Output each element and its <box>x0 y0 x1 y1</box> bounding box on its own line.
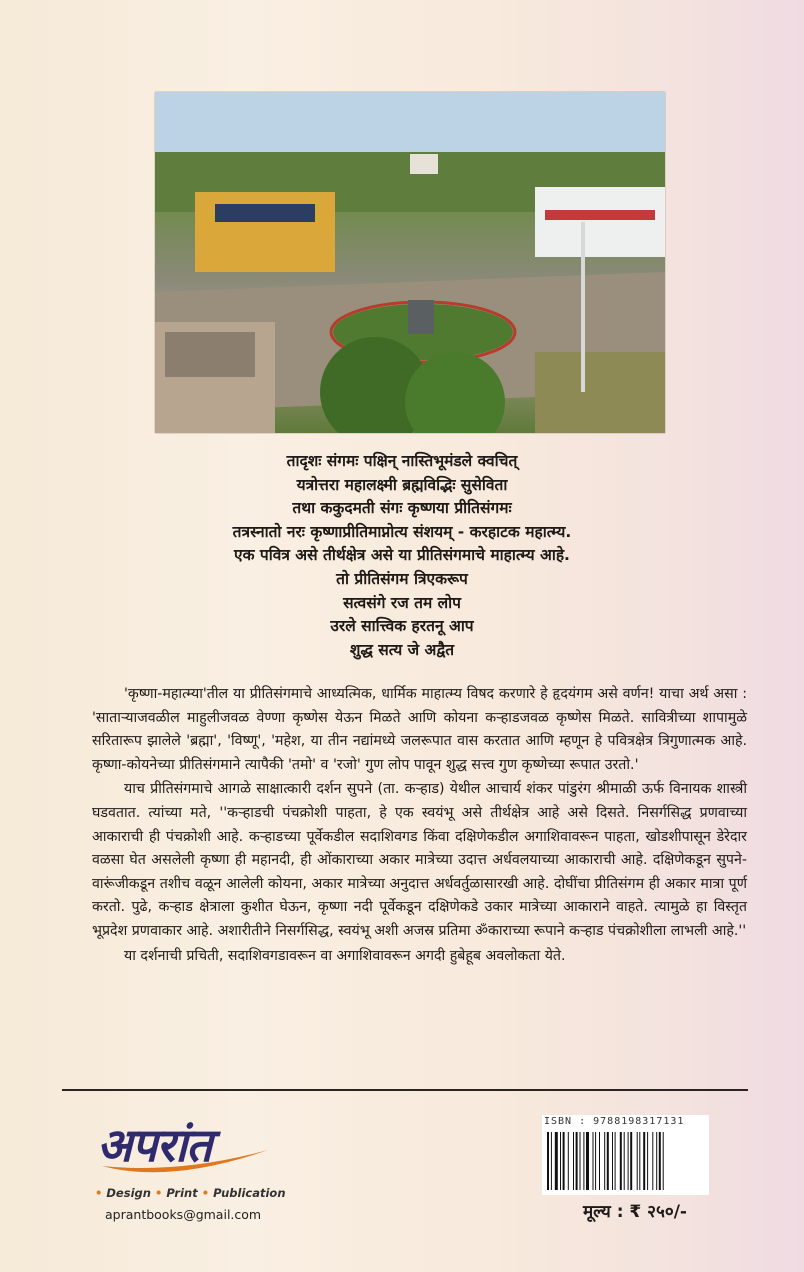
verse-line: यत्रोत्तरा महालक्ष्मी ब्रह्मविद्भिः सुसेविता <box>296 475 508 494</box>
verse-line: तो प्रीतिसंगम त्रिएकरूप <box>336 569 468 588</box>
verse-line: तथा ककुदमती संगः कृष्णया प्रीतिसंगमः <box>292 499 512 518</box>
verse-line: शुद्ध सत्य जे अद्वैत <box>349 640 455 659</box>
city-square-illustration <box>155 92 665 433</box>
verse-line: उरले सात्त्विक हरतनू आप <box>330 617 474 636</box>
tagline-print: Print <box>166 1186 198 1200</box>
publisher-email: aprantbooks@gmail.com <box>105 1207 262 1222</box>
divider <box>62 1089 748 1091</box>
verse-line: सत्वसंगे रज तम लोप <box>343 593 461 612</box>
tagline-design: Design <box>106 1186 151 1200</box>
logo-swoosh-icon <box>100 1140 270 1180</box>
price-label: मूल्य : ₹ २५०/- <box>583 1202 687 1222</box>
tagline-publication: Publication <box>213 1186 286 1200</box>
paragraph: याच प्रीतिसंगमाचे आगळे साक्षात्कारी दर्शन सुपने (ता. कऱ्हाड) येथील आचार्य शंकर पांडुरंग श्रीमाळी ऊर्फ विनायक शास्त्री घडवतात. त्यांच्या मते, ''कऱ्हाडची पंचक्रोशी पाहता, हे एक स्वयंभू असे तीर्थक्षेत्र आहे असे दिसते. निसर्गसिद्ध प्रणवाच्या आकाराची ही पंचक्रोशी आहे. कऱ्हाडच्या पूर्वेकडील सदाशिवगड किंवा दक्षिणेकडील अगाशिवावरून पाहता, खोडशीपासून डेरेदार वळसा घेत असलेली कृष्णा ही महानदी, ही ओंकाराच्या अकार मात्रेच्या उदात्त अर्धवलयाच्या आकाराची आहे. दक्षिणेकडून सुपने-वारूंजीकडून तशीच वळून आलेली कोयना, अकार मात्रेच्या अनुदात्त अर्धवर्तुळासारखी आहे. दोघींचा प्रीतिसंगम ही अकार मात्रा पूर्ण करतो. पुढे, कऱ्हाड क्षेत्राला कुशीत घेऊन, कृष्णा नदी पूर्वेकडून दक्षिणेकडे उकार मात्रेच्या आकाराने वाहते. त्यामुळे हा विस्तृत भूप्रदेश प्रणवाकार आहे. अशारीतीने निसर्गसिद्ध, स्वयंभू अशी अजस्र प्रतिमा ॐकाराच्या रूपाने कऱ्हाड पंचक्रोशीला लाभली आहे.'' <box>92 781 747 939</box>
body-text <box>92 683 747 968</box>
publisher-tagline: • Design • Print • Publication <box>95 1186 286 1200</box>
publisher-logo: अपरांत <box>97 1118 212 1172</box>
verse-line: एक पवित्र असे तीर्थक्षेत्र असे या प्रीतिसंगमाचे माहात्म्य आहे. <box>234 546 570 565</box>
isbn-label: ISBN : 9788198317131 <box>544 1116 685 1127</box>
verse-line: तत्रस्नातो नरः कृष्णाप्रीतिमाप्नोत्य संशयम् - करहाटक महात्म्य. <box>232 522 572 541</box>
sanskrit-verses <box>0 450 804 662</box>
cover-photo <box>155 92 665 433</box>
paragraph: 'कृष्णा-महात्म्या'तील या प्रीतिसंगमाचे आध्यत्मिक, धार्मिक माहात्म्य विषद करणारे हे हृदयंगम असे वर्णन! याचा अर्थ असा : 'साताऱ्याजवळील माहुलीजवळ वेण्णा कृष्णेस येऊन मिळते आणि कोयना कऱ्हाडजवळ कृष्णेस मिळते. सावित्रीच्या शापामुळे सरितारूप झालेले 'ब्रह्मा', 'विष्णू', 'महेश, या तीन नद्यांमध्ये जलरूपात वास करतात आणि म्हणून हे पवित्रक्षेत्र त्रिगुणात्मक आहे. कृष्णा-कोयनेच्या प्रीतिसंगमाने त्यापैकी 'तमो' व 'रजो' गुण लोप पावून शुद्ध सत्त्व गुण कृष्णेच्या रूपात उरतो.' <box>92 686 747 773</box>
verse-line: तादृशः संगमः पक्षिन् नास्तिभूमंडले क्वचित् <box>286 452 518 470</box>
barcode-icon <box>545 1132 707 1192</box>
paragraph: या दर्शनाची प्रचिती, सदाशिवगडावरून वा अगाशिवावरून अगदी हुबेहूब अवलोकता येते. <box>124 947 566 964</box>
